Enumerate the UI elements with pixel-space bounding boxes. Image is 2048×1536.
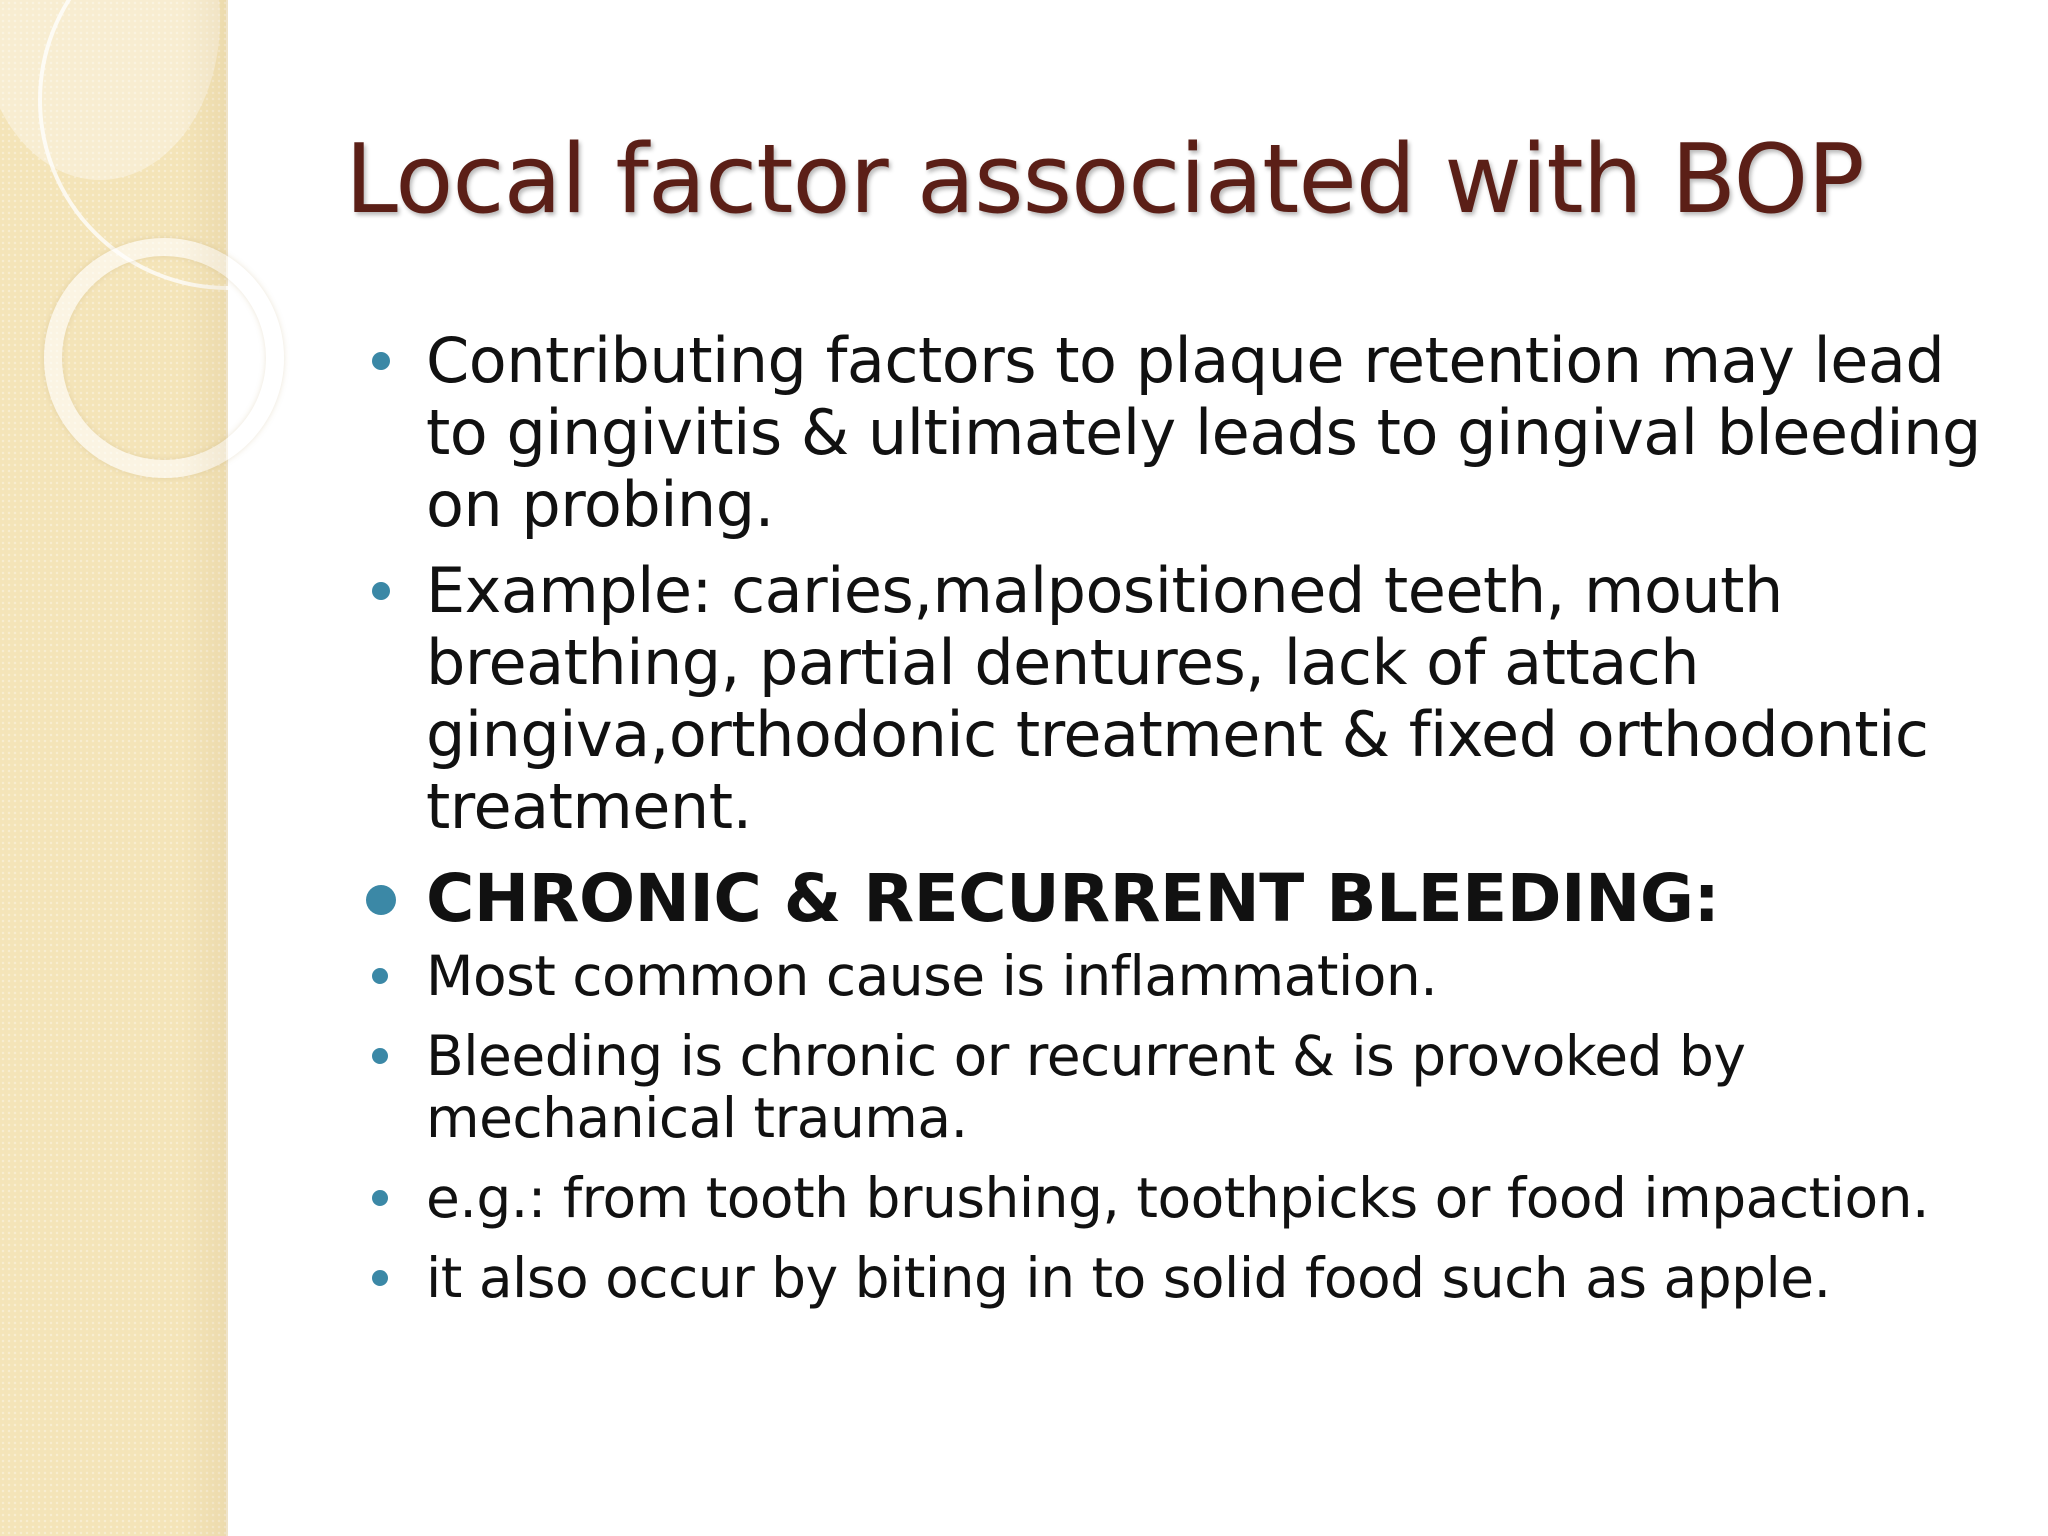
bullet-dot-icon (366, 885, 396, 915)
bullet-item-chronic-heading (372, 857, 2012, 941)
bullet-text: e.g.: from tooth brushing, toothpicks or food impaction. (426, 1166, 1929, 1230)
bullet-dot-icon (372, 1190, 388, 1206)
bullet-dot-icon (372, 968, 388, 984)
bullet-text: Example: caries,malpositioned teeth, mouth breathing, partial dentures, lack of attach gingiva,orthodonic treatment & fixed orthodontic treatment. (426, 554, 1929, 843)
bullet-dot-icon (372, 582, 390, 600)
bullet-item-mechanical-trauma (372, 1025, 2012, 1149)
bullet-dot-icon (372, 352, 390, 370)
bullet-text: Most common cause is inflammation. (426, 944, 1438, 1008)
bullet-list (372, 325, 2012, 1327)
bullet-dot-icon (372, 1048, 388, 1064)
bullet-text: Bleeding is chronic or recurrent & is provoked by mechanical trauma. (426, 1024, 1746, 1150)
bullet-text: CHRONIC & RECURRENT BLEEDING: (426, 860, 1720, 937)
bullet-text: Contributing factors to plaque retention may lead to gingivitis & ultimately leads to gingival bleeding on probing. (426, 324, 1981, 541)
slide-title: Local factor associated with BOP (345, 125, 1864, 235)
bullet-dot-icon (372, 1270, 388, 1286)
bullet-item-plaque-retention (372, 325, 2012, 541)
bullet-item-eg-brushing (372, 1167, 2012, 1229)
bullet-item-examples (372, 555, 2012, 843)
bullet-text: it also occur by biting in to solid food such as apple. (426, 1246, 1831, 1310)
decorative-side-band (0, 0, 228, 1536)
bullet-item-solid-food (372, 1247, 2012, 1309)
side-band-shade (0, 0, 226, 1536)
bullet-item-inflammation (372, 945, 2012, 1007)
